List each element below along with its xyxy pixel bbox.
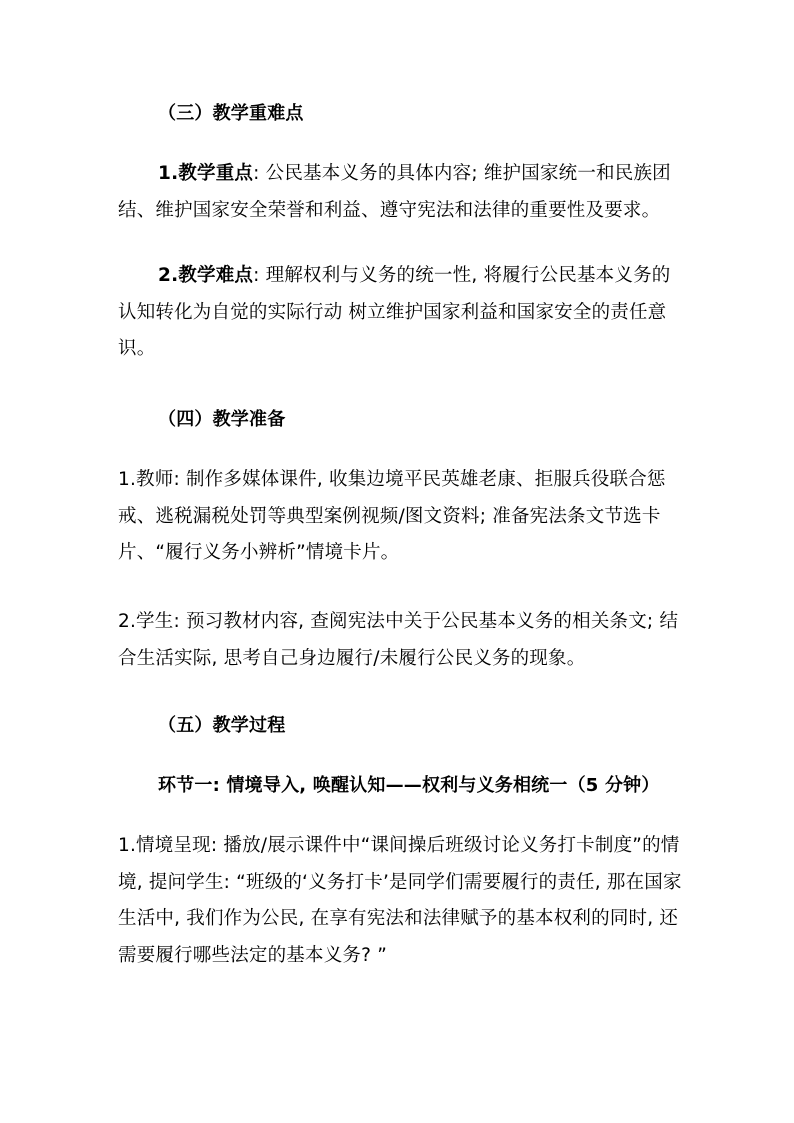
paragraph-scenario-presentation: 1.情境呈现: 播放/展示课件中“课间操后班级讨论义务打卡制度”的情境, 提问学生: “班级的‘义务打卡’是同学们需要履行的责任, 那在国家生活中, 我们作为公民, 在享有宪法和法律赋予的基本权利的同时, 还需要履行哪些法定的基本义务? ” [118,835,682,966]
label-teaching-focus: 1.教学重点 [158,163,254,184]
paragraph-teaching-difficulty [118,258,688,368]
paragraph-teacher-preparation: 1.教师: 制作多媒体课件, 收集边境平民英雄老康、拒服兵役联合惩戒、逃税漏税处罚等典型案例视频/图文资料; 准备宪法条文节选卡片、“履行义务小辨析”情境卡片。 [118,469,666,563]
section-heading-key-points: （三）教学重难点 [158,103,304,124]
paragraph-teaching-focus [118,156,688,229]
text-teaching-difficulty: : 理解权利与义务的统一性, 将履行公民基本义务的认知转化为自觉的实际行动 树立维护国家利益和国家安全的责任意识。 [118,265,671,359]
paragraph-student-preparation: 2.学生: 预习教材内容, 查阅宪法中关于公民基本义务的相关条文; 结合生活实际, 思考自己身边履行/未履行公民义务的现象。 [118,611,679,669]
text-teaching-focus: : 公民基本义务的具体内容; 维护国家统一和民族团结、维护国家安全荣誉和利益、遵守宪法和法律的重要性及要求。 [118,163,671,221]
label-teaching-difficulty: 2.教学难点 [158,265,254,286]
section-heading-process: （五）教学过程 [158,715,286,736]
subheading-stage-one: 环节一: 情境导入, 唤醒认知——权利与义务相统一（5 分钟） [158,775,660,796]
section-heading-preparation: （四）教学准备 [158,409,286,430]
